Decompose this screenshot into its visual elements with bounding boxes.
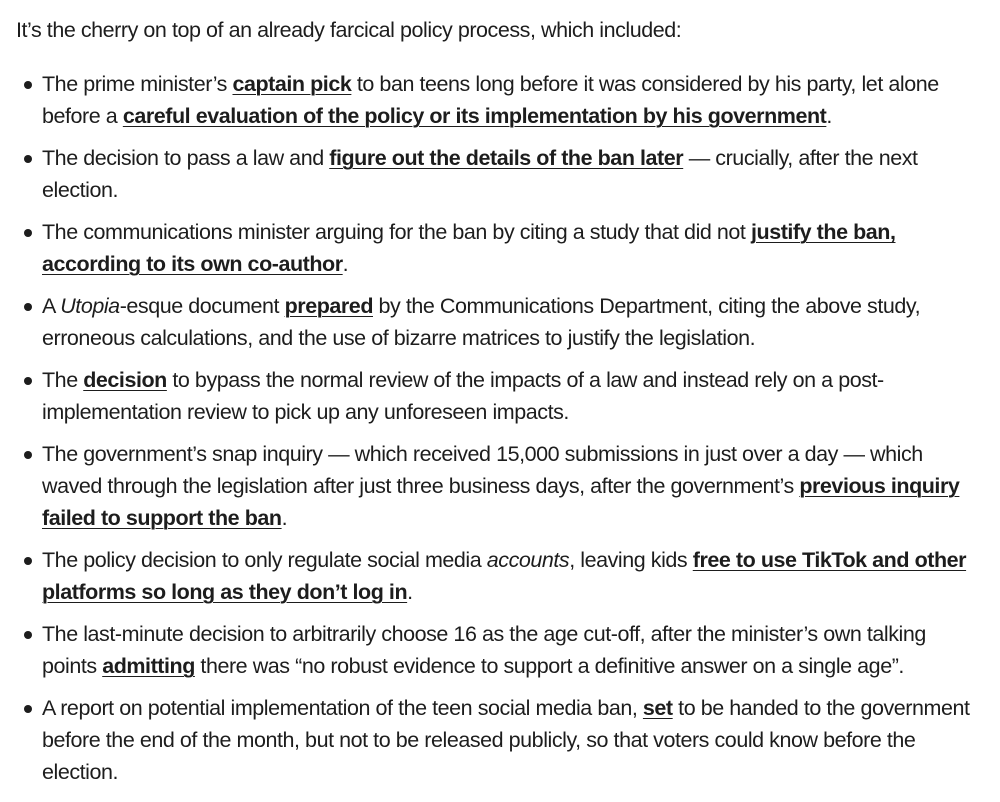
list-item: A Utopia-esque document prepared by the Communications Department, citing the above study, erroneous calculations, and the use of bizarre matrices to justify the legislation. <box>16 290 980 354</box>
captain-pick-link[interactable]: captain pick <box>232 72 352 96</box>
free-to-use-tiktok-link[interactable]: free to use TikTok and other platforms so long as they don’t log in <box>42 548 967 604</box>
list-item: The decision to pass a law and figure out the details of the ban later — crucially, after the next election. <box>16 142 980 206</box>
careful-evaluation-link[interactable]: careful evaluation of the policy or its implementation by his government <box>122 104 827 128</box>
intro-paragraph: It’s the cherry on top of an already farcical policy process, which included: <box>16 18 682 42</box>
list-item: A report on potential implementation of the teen social media ban, set to be handed to the government before the end of the month, but not to be released publicly, so that voters could know before the election. <box>16 692 980 788</box>
policy-process-list <box>16 68 980 788</box>
list-item: The prime minister’s captain pick to ban teens long before it was considered by his party, let alone before a careful evaluation of the policy or its implementation by his government. <box>16 68 980 132</box>
list-item: The last-minute decision to arbitrarily choose 16 as the age cut-off, after the minister’s own talking points admitting there was “no robust evidence to support a definitive answer on a single age”. <box>16 618 980 682</box>
list-item: The communications minister arguing for the ban by citing a study that did not justify the ban, according to its own co-author. <box>16 216 980 280</box>
decision-link[interactable]: decision <box>83 368 167 392</box>
admitting-link[interactable]: admitting <box>102 654 195 678</box>
justify-the-ban-link[interactable]: justify the ban, according to its own co-author <box>42 220 896 276</box>
list-item: The policy decision to only regulate social media accounts, leaving kids free to use TikTok and other platforms so long as they don’t log in. <box>16 544 980 608</box>
prepared-link[interactable]: prepared <box>284 294 373 318</box>
accounts-emphasis: accounts <box>486 548 570 572</box>
list-item: The decision to bypass the normal review of the impacts of a law and instead rely on a post-implementation review to pick up any unforeseen impacts. <box>16 364 980 428</box>
previous-inquiry-link[interactable]: previous inquiry failed to support the ban <box>42 474 960 530</box>
list-item: The government’s snap inquiry — which received 15,000 submissions in just over a day — which waved through the legislation after just three business days, after the government’s previous inquiry failed to support the ban. <box>16 438 980 534</box>
figure-out-details-link[interactable]: figure out the details of the ban later <box>329 146 684 170</box>
utopia-title: Utopia <box>60 294 120 318</box>
set-link[interactable]: set <box>642 696 673 720</box>
